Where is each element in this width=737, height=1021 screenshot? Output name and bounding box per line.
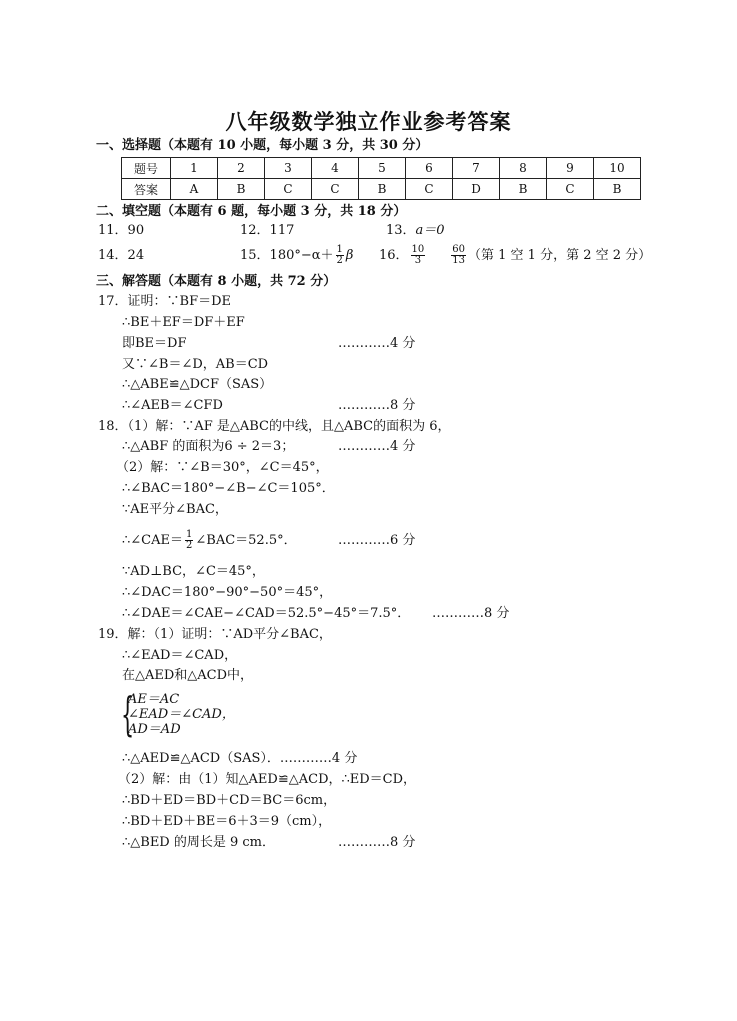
problem18-line8: ∴∠DAC＝180°−90°−50°＝45°， — [122, 585, 333, 600]
page-title: 八年级数学独立作业参考答案 — [225, 109, 512, 134]
table-cell: 2 — [218, 158, 265, 179]
score-marker: …………8 分 — [432, 606, 510, 621]
answer-16 — [379, 243, 651, 269]
answer-13-label: 13． — [386, 223, 416, 238]
fraction-numerator: 1 — [336, 244, 343, 255]
table-cell: B — [594, 179, 641, 200]
table-cell: C — [547, 179, 594, 200]
table-cell: B — [500, 179, 547, 200]
table-cell: C — [265, 179, 312, 200]
score-marker: …………6 分 — [338, 533, 416, 548]
table-cell: 1 — [171, 158, 218, 179]
answer-15-prefix: 15．180°−α＋ — [240, 248, 334, 263]
table-header-cell: 答案 — [122, 179, 171, 200]
system-equation-2: ∠EAD＝∠CAD， — [128, 707, 235, 722]
fraction-denominator: 13 — [452, 255, 466, 266]
problem19-line4: ∴△AED≌△ACD（SAS）．…………4 分 — [122, 751, 358, 766]
table-cell: 10 — [594, 158, 641, 179]
table-cell: B — [218, 179, 265, 200]
section3-heading: 三、解答题（本题有 8 小题，共 72 分） — [96, 274, 337, 289]
fraction — [411, 245, 426, 266]
problem19-line8: ∴△BED 的周长是 9 cm． — [122, 835, 276, 850]
problem18-line7: ∵AD⊥BC，∠C＝45°， — [122, 564, 265, 579]
table-cell: 3 — [265, 158, 312, 179]
score-marker: …………8 分 — [338, 398, 416, 413]
answer-15-suffix: β — [345, 248, 354, 263]
problem18-line3: （2）解：∵∠B＝30°，∠C＝45°， — [116, 460, 329, 475]
answer-11: 11．90 — [98, 223, 145, 238]
problem18-line4: ∴∠BAC＝180°−∠B−∠C＝105°． — [122, 481, 335, 496]
problem18-line6-prefix: ∴∠CAE＝ — [122, 533, 183, 548]
score-marker: …………8 分 — [338, 835, 416, 850]
fraction-numerator: 1 — [186, 529, 193, 540]
answer-13 — [386, 222, 445, 240]
table-cell: 5 — [359, 158, 406, 179]
problem19-line3: 在△AED和△ACD中， — [122, 668, 254, 683]
fraction-denominator: 2 — [186, 540, 193, 551]
answer-13-expr: a＝0 — [415, 223, 445, 238]
problem19-line5: （2）解：由（1）知△AED≌△ACD，∴ED＝CD， — [118, 772, 417, 787]
system-brace: { — [121, 687, 135, 741]
problem19-line2: ∴∠EAD＝∠CAD， — [122, 648, 238, 663]
problem19-line7: ∴BD＋ED＋BE＝6＋3＝9（cm）， — [122, 814, 332, 829]
problem17-line2: ∴BE＋EF＝DF＋EF — [122, 315, 245, 330]
problem19-line6: ∴BD＋ED＝BD＋CD＝BC＝6cm， — [122, 793, 337, 808]
problem18-line2: ∴△ABF 的面积为6 ÷ 2＝3； — [122, 439, 295, 454]
problem18-line1: 18．（1）解：∵AF 是△ABC的中线，且△ABC的面积为 6， — [98, 419, 451, 434]
table-cell: C — [312, 179, 359, 200]
problem17-line4: 又∵∠B＝∠D，AB＝CD — [122, 357, 269, 372]
score-marker: …………4 分 — [338, 439, 416, 454]
fraction-numerator: 60 — [452, 244, 466, 255]
table-header-cell: 题号 — [122, 158, 171, 179]
section1-heading: 一、选择题（本题有 10 小题，每小题 3 分，共 30 分） — [96, 138, 429, 153]
table-row-answers — [122, 179, 641, 200]
problem17-line5: ∴△ABE≌△DCF（SAS） — [122, 377, 273, 392]
fraction-numerator: 10 — [411, 244, 425, 255]
section2-heading: 二、填空题（本题有 6 题，每小题 3 分，共 18 分） — [96, 204, 407, 219]
fraction — [451, 245, 466, 266]
score-marker: …………4 分 — [338, 336, 416, 351]
table-cell: 8 — [500, 158, 547, 179]
problem17-line3: 即BE＝DF — [122, 336, 187, 351]
table-cell: 7 — [453, 158, 500, 179]
answer-16-prefix: 16． — [379, 248, 409, 263]
fraction-denominator: 2 — [336, 255, 343, 266]
system-equation-1: AE＝AC — [128, 692, 180, 707]
fraction-denominator: 3 — [414, 255, 422, 266]
problem18-line9: ∴∠DAE＝∠CAE−∠CAD＝52.5°−45°＝7.5°． — [122, 606, 411, 621]
table-cell: 6 — [406, 158, 453, 179]
answer-14: 14．24 — [98, 248, 145, 263]
table-cell: D — [453, 179, 500, 200]
problem17-line1: 17．证明：∵BF＝DE — [98, 294, 232, 309]
answer-15 — [240, 243, 353, 269]
problem18-line6 — [122, 528, 297, 554]
table-cell: A — [171, 179, 218, 200]
choice-answer-table — [121, 157, 641, 200]
problem18-line5: ∵AE平分∠BAC， — [122, 502, 228, 517]
table-cell: 4 — [312, 158, 359, 179]
fraction — [185, 530, 193, 551]
system-equation-3: AD＝AD — [128, 722, 181, 737]
problem18-line6-suffix: ∠BAC＝52.5°． — [195, 533, 297, 548]
table-row-numbers — [122, 158, 641, 179]
table-cell: 9 — [547, 158, 594, 179]
answer-12: 12．117 — [240, 223, 295, 238]
table-cell: C — [406, 179, 453, 200]
answer-16-note: （第 1 空 1 分，第 2 空 2 分） — [468, 248, 652, 263]
problem17-line6: ∴∠AEB＝∠CFD — [122, 398, 223, 413]
table-cell: B — [359, 179, 406, 200]
problem19-line1: 19．解：（1）证明：∵AD平分∠BAC， — [98, 627, 332, 642]
fraction — [336, 245, 344, 266]
